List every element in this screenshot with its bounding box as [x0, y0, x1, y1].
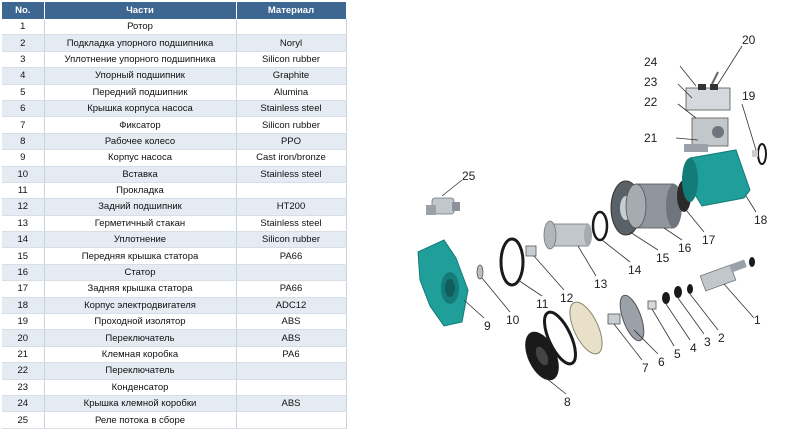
cell-part: Упорный подшипник — [44, 68, 236, 84]
table-row — [2, 199, 346, 215]
table-row — [2, 379, 346, 395]
table-row — [2, 346, 346, 362]
callout-3: 3 — [704, 335, 711, 349]
exploded-pump-diagram — [346, 0, 788, 438]
front-bearing-part — [648, 301, 656, 309]
cell-no: 21 — [2, 346, 44, 362]
cell-material: ABS — [236, 395, 346, 411]
cell-part: Прокладка — [44, 182, 236, 198]
table-row — [2, 166, 346, 182]
table-row — [2, 330, 346, 346]
callout-14: 14 — [628, 263, 642, 277]
parts-table-body — [2, 19, 346, 428]
callout-17: 17 — [702, 233, 716, 247]
cell-material: ABS — [236, 330, 346, 346]
cell-no: 10 — [2, 166, 44, 182]
callout-8: 8 — [564, 395, 571, 409]
cell-no: 17 — [2, 281, 44, 297]
cell-no: 11 — [2, 182, 44, 198]
cell-no: 3 — [2, 51, 44, 67]
cell-no: 2 — [2, 35, 44, 51]
callout-2: 2 — [718, 331, 725, 345]
gasket-ring — [501, 239, 523, 285]
cell-no: 7 — [2, 117, 44, 133]
cell-no: 19 — [2, 314, 44, 330]
callout-16: 16 — [678, 241, 692, 255]
callout-6: 6 — [658, 355, 665, 369]
cell-material: PA66 — [236, 248, 346, 264]
table-row — [2, 150, 346, 166]
cell-material: Alumina — [236, 84, 346, 100]
cell-part: Передний подшипник — [44, 84, 236, 100]
terminal-box-part — [684, 72, 730, 152]
cell-material: Noryl — [236, 35, 346, 51]
bushing-part — [752, 144, 766, 164]
cell-material: Silicon rubber — [236, 117, 346, 133]
cell-material: Stainless steel — [236, 166, 346, 182]
cell-no: 4 — [2, 68, 44, 84]
cell-part: Клемная коробка — [44, 346, 236, 362]
cell-material: PA6 — [236, 346, 346, 362]
callout-20: 20 — [742, 33, 756, 47]
retainer-part — [608, 314, 620, 324]
table-row — [2, 133, 346, 149]
cell-part: Передняя крышка статора — [44, 248, 236, 264]
rotor-part — [700, 257, 755, 291]
cell-part: Рабочее колесо — [44, 133, 236, 149]
cell-material: ADC12 — [236, 297, 346, 313]
cell-material: Silicon rubber — [236, 232, 346, 248]
cell-no: 18 — [2, 297, 44, 313]
cell-material — [236, 264, 346, 280]
callout-1: 1 — [754, 313, 761, 327]
pump-housing-part — [418, 240, 468, 326]
table-row — [2, 395, 346, 411]
cell-no: 5 — [2, 84, 44, 100]
stator-part — [626, 184, 682, 228]
callout-11: 11 — [536, 297, 549, 311]
cell-no: 25 — [2, 412, 44, 428]
cell-part: Крышка корпуса насоса — [44, 100, 236, 116]
table-row — [2, 264, 346, 280]
cell-part: Уплотнение упорного подшипника — [44, 51, 236, 67]
table-row — [2, 248, 346, 264]
cell-no: 15 — [2, 248, 44, 264]
table-row — [2, 314, 346, 330]
cell-part: Ротор — [44, 19, 236, 35]
cell-part: Статор — [44, 264, 236, 280]
callout-10: 10 — [506, 313, 520, 327]
cell-no: 12 — [2, 199, 44, 215]
cell-material — [236, 19, 346, 35]
cell-material: Stainless steel — [236, 100, 346, 116]
cell-material: PPO — [236, 133, 346, 149]
cell-part: Подкладка упорного подшипника — [44, 35, 236, 51]
cell-no: 16 — [2, 264, 44, 280]
callout-5: 5 — [674, 347, 681, 361]
motor-housing-part — [682, 150, 750, 206]
table-row — [2, 117, 346, 133]
callout-18: 18 — [754, 213, 768, 227]
thrust-seal-part — [674, 286, 682, 298]
rear-bearing — [526, 246, 536, 256]
cell-no: 1 — [2, 19, 44, 35]
cell-part: Крышка клемной коробки — [44, 395, 236, 411]
header-material: Материал — [236, 2, 346, 19]
insert-ring — [477, 265, 483, 279]
cell-part: Уплотнение — [44, 232, 236, 248]
cell-material — [236, 412, 346, 428]
table-row — [2, 215, 346, 231]
cell-part: Корпус электродвигателя — [44, 297, 236, 313]
callout-23: 23 — [644, 75, 658, 89]
cell-material: ABS — [236, 314, 346, 330]
table-row — [2, 100, 346, 116]
table-row — [2, 297, 346, 313]
cell-no: 9 — [2, 150, 44, 166]
table-row — [2, 19, 346, 35]
cell-no: 24 — [2, 395, 44, 411]
cell-part: Проходной изолятор — [44, 314, 236, 330]
callout-21: 21 — [644, 131, 658, 145]
parts-table — [2, 2, 347, 429]
callout-9: 9 — [484, 319, 491, 333]
table-header-row — [2, 2, 346, 19]
cell-material — [236, 182, 346, 198]
sealed-can-part — [544, 221, 592, 249]
callout-15: 15 — [656, 251, 670, 265]
callout-24: 24 — [644, 55, 658, 69]
thrust-pad-part — [687, 284, 693, 294]
callout-22: 22 — [644, 95, 658, 109]
flow-switch-part — [426, 198, 460, 215]
cell-part: Переключатель — [44, 363, 236, 379]
header-part: Части — [44, 2, 236, 19]
cell-part: Вставка — [44, 166, 236, 182]
cell-part: Задний подшипник — [44, 199, 236, 215]
cell-part: Герметичный стакан — [44, 215, 236, 231]
callout-25: 25 — [462, 169, 476, 183]
cell-part: Фиксатор — [44, 117, 236, 133]
cell-no: 6 — [2, 100, 44, 116]
cell-no: 22 — [2, 363, 44, 379]
table-row — [2, 363, 346, 379]
cell-material: Graphite — [236, 68, 346, 84]
cell-material: Silicon rubber — [236, 51, 346, 67]
cell-material — [236, 379, 346, 395]
cell-part: Переключатель — [44, 330, 236, 346]
callout-12: 12 — [560, 291, 574, 305]
cell-part: Задняя крышка статора — [44, 281, 236, 297]
callout-13: 13 — [594, 277, 608, 291]
cell-material: HT200 — [236, 199, 346, 215]
table-row — [2, 51, 346, 67]
table-row — [2, 182, 346, 198]
cell-material: Stainless steel — [236, 215, 346, 231]
seal-ring — [593, 212, 607, 240]
header-no: No. — [2, 2, 44, 19]
cell-part: Конденсатор — [44, 379, 236, 395]
cell-material: PA66 — [236, 281, 346, 297]
cell-no: 14 — [2, 232, 44, 248]
cell-part: Реле потока в сборе — [44, 412, 236, 428]
cell-material — [236, 363, 346, 379]
cell-part: Корпус насоса — [44, 150, 236, 166]
table-row — [2, 281, 346, 297]
callout-19: 19 — [742, 89, 756, 103]
cell-no: 20 — [2, 330, 44, 346]
cream-ring — [563, 298, 608, 359]
table-row — [2, 84, 346, 100]
table-row — [2, 35, 346, 51]
table-row — [2, 412, 346, 428]
cell-material: Cast iron/bronze — [236, 150, 346, 166]
thrust-bearing-part — [662, 292, 670, 304]
cell-no: 23 — [2, 379, 44, 395]
cell-no: 8 — [2, 133, 44, 149]
callout-4: 4 — [690, 341, 697, 355]
callout-7: 7 — [642, 361, 649, 375]
table-row — [2, 232, 346, 248]
cell-no: 13 — [2, 215, 44, 231]
table-row — [2, 68, 346, 84]
